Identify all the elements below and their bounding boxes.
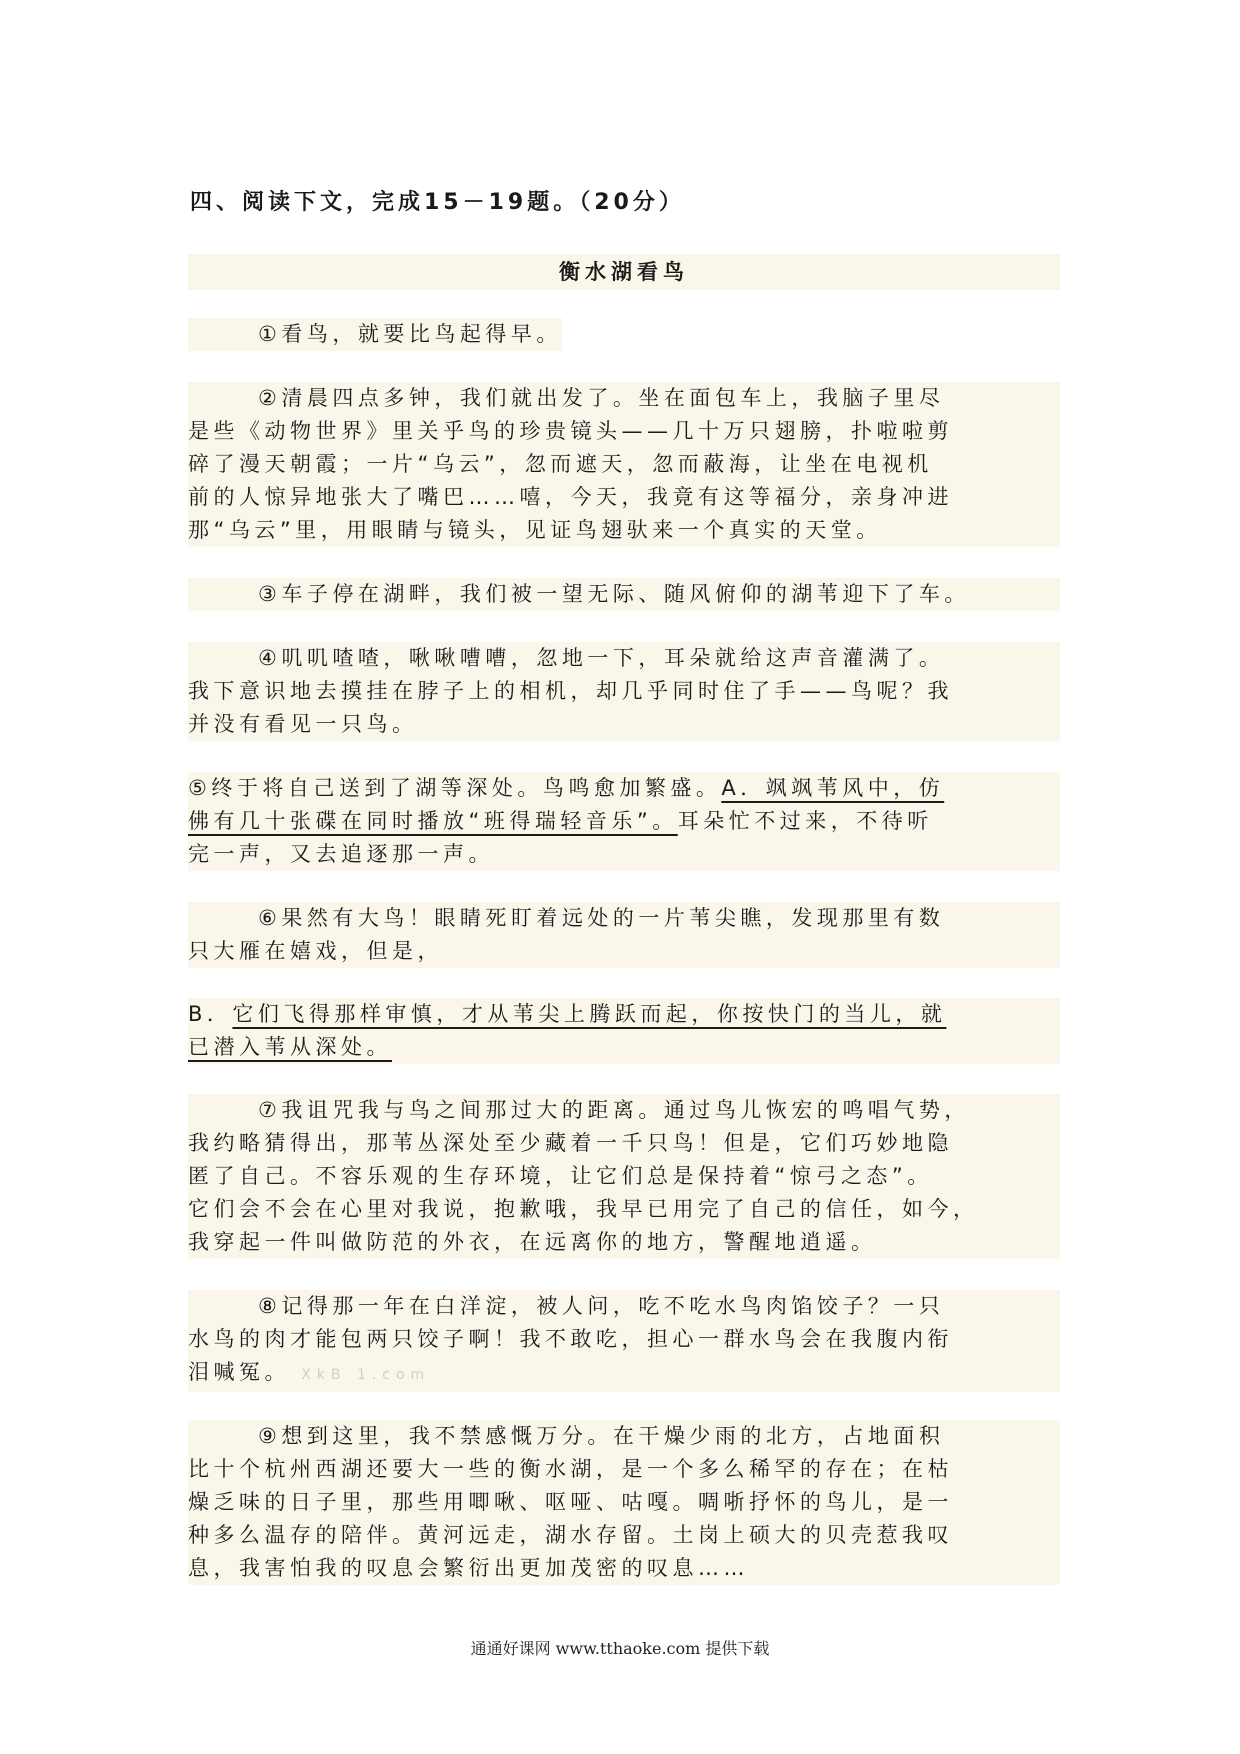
paragraph-b [188,998,1060,1064]
paragraph-line: ⑦我诅咒我与鸟之间那过大的距离。通过鸟儿恢宏的鸣唱气势， [258,1098,970,1122]
paragraph-line: ③车子停在湖畔，我们被一望无际、随风俯仰的湖苇迎下了车。 [258,582,970,606]
paragraph-line: 我约略猜得出，那苇丛深处至少藏着一千只鸟！但是，它们巧妙地隐 [188,1131,953,1155]
paragraph-text: 耳朵忙不过来，不待听 [677,809,933,833]
paragraph-line: ①看鸟，就要比鸟起得早。 [188,318,562,351]
paragraph-line: 完一声，又去追逐那一声。 [188,842,494,866]
paragraph-line: 比十个杭州西湖还要大一些的衡水湖，是一个多么稀罕的存在；在枯 [188,1457,953,1481]
paragraph-line [188,772,1060,805]
paragraph-line [188,1031,1060,1064]
paragraph-line: 我下意识地去摸挂在脖子上的相机，却几乎同时住了手——鸟呢？我 [188,679,953,703]
paragraph-text: 泪喊冤。 [188,1360,290,1384]
paragraph-line: ④叽叽喳喳，啾啾嘈嘈，忽地一下，耳朵就给这声音灌满了。 [258,646,945,670]
paragraph-line: 燥乏味的日子里，那些用唧啾、呕哑、咕嘎。啁哳抒怀的鸟儿，是一 [188,1490,953,1514]
paragraph-line: 是些《动物世界》里关乎鸟的珍贵镜头——几十万只翅膀，扑啦啦剪 [188,419,953,443]
sentence-b-label: B． [188,1002,233,1026]
paragraph-line: 水鸟的肉才能包两只饺子啊！我不敢吃，担心一群水鸟会在我腹内衔 [188,1327,953,1351]
paragraph-5 [188,772,1060,871]
paragraph-line: 只大雁在嬉戏，但是， [188,939,443,963]
paragraph-8 [188,1290,1060,1392]
watermark-text: XkB 1.com [301,1367,431,1383]
paragraph-line [188,998,1060,1031]
underlined-sentence-a: A．飒飒苇风中，仿 [721,776,945,800]
paragraph-3 [188,578,1060,611]
paragraph-line: 种多么温存的陪伴。黄河远走，湖水存留。土岗上硕大的贝壳惹我叹 [188,1523,953,1547]
paragraph-line: 它们会不会在心里对我说，抱歉哦，我早已用完了自己的信任，如今， [188,1197,979,1221]
paragraph-line: ⑨想到这里，我不禁感慨万分。在干燥少雨的北方，占地面积 [258,1424,945,1448]
paragraph-1 [188,318,1060,361]
paragraph-line: 前的人惊异地张大了嘴巴……嘻，今天，我竟有这等福分，亲身冲进 [188,485,953,509]
paragraph-line [188,805,1060,838]
paragraph-line: ②清晨四点多钟，我们就出发了。坐在面包车上，我脑子里尽 [258,386,945,410]
paragraph-line: 并没有看见一只鸟。 [188,712,418,736]
paragraph-line: 匿了自己。不容乐观的生存环境，让它们总是保持着“惊弓之态”。 [188,1164,933,1188]
paragraph-line: ⑧记得那一年在白洋淀，被人问，吃不吃水鸟肉馅饺子？一只 [258,1294,945,1318]
paragraph-2 [188,382,1060,547]
underlined-sentence-b: 它们飞得那样审慎，才从苇尖上腾跃而起，你按快门的当儿，就 [232,1002,947,1026]
paragraph-line: ⑥果然有大鸟！眼睛死盯着远处的一片苇尖瞧，发现那里有数 [258,906,945,930]
underlined-sentence-b: 已潜入苇从深处。 [188,1035,392,1059]
page-footer: 通通好课网 www.tthaoke.com 提供下载 [470,1639,770,1658]
paragraph-9 [188,1420,1060,1585]
paragraph-line [188,1356,1060,1392]
paragraph-line: 那“乌云”里，用眼睛与镜头，见证鸟翅驮来一个真实的天堂。 [188,518,882,542]
paragraph-text: ⑤终于将自己送到了湖等深处。鸟鸣愈加繁盛。 [188,776,722,800]
paragraph-line: 碎了漫天朝霞；一片“乌云”，忽而遮天，忽而蔽海，让坐在电视机 [188,452,933,476]
section-heading: 四、阅读下文，完成15－19题。（20分） [190,190,685,215]
paragraph-line: 我穿起一件叫做防范的外衣，在远离你的地方，警醒地逍遥。 [188,1230,877,1254]
paragraph-7 [188,1094,1060,1259]
paragraph-4 [188,642,1060,741]
paragraph-line: 息，我害怕我的叹息会繁衍出更加茂密的叹息…… [188,1556,749,1580]
underlined-sentence-a: 佛有几十张碟在同时播放“班得瑞轻音乐”。 [188,809,678,833]
paragraph-6 [188,902,1060,968]
article-title: 衡水湖看鸟 [188,254,1060,290]
